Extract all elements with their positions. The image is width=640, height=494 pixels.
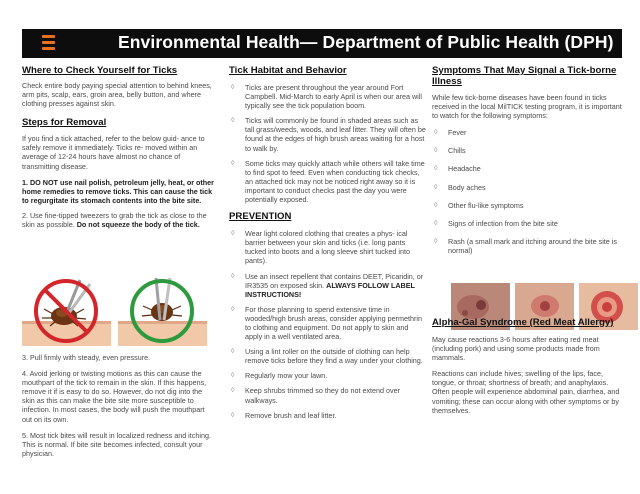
symptoms-intro: While few tick-borne diseases have been found in ticks received in the local MilTICK testing program, it is important to watch for the following symptoms: (432, 93, 622, 121)
habitat-item: ◊ Ticks are present throughout the year around Fort Campbell. Mid-March to early April is when our area will typically see the tick population boom. (229, 83, 426, 110)
prevention-heading: PREVENTION (229, 211, 292, 223)
symptom-item: ◊ Rash (a small mark and itching around the bite site is normal) (432, 237, 622, 255)
symptom-item: ◊ Signs of infection from the bite site (432, 219, 622, 228)
prevention-item: ◊ Using a lint roller on the outside of clothing can help remove ticks before they find a way under your clothing. (229, 347, 426, 365)
removal-intro: If you find a tick attached, refer to the below guid- ance to safely remove it immediately. Ticks re- moved within an average of 12-24 hours have almost no chance of transmitting disease. (22, 134, 205, 171)
column-right (432, 65, 622, 255)
removal-step-2: 2. Use fine-tipped tweezers to grab the tick as close to the skin as possible. Do not squeeze the body of the tick. (22, 210, 207, 230)
removal-step-1: 1. DO NOT use nail polish, petroleum jelly, heat, or other home remedies to remove ticks. This can cause the tick to regurgitate its stomach contents into the bite site. (22, 177, 214, 205)
alpha-gal-heading: Alpha-Gal Syndrome (Red Meat Allergy) (432, 317, 614, 328)
habitat-item: ◊ Some ticks may quickly attach while others will take time to find spot to feed. Even when conducting tick checks, an attached tick may not be noticed right away so it is important to conduct checks past the day you were potentially exposed. (229, 159, 426, 204)
symptom-item: ◊ Body aches (432, 183, 622, 192)
tick-removal-illustration (22, 276, 207, 346)
removal-step-5: 5. Most tick bites will result in localized redness and itching. This is normal. If bite site becomes infected, consult your physician. (22, 430, 211, 458)
prevention-item: ◊ For those planning to spend extensive time in wooded/high brush areas, consider applying permethrin to clothing and equipment. Do not apply to skin and apply in a well ventilated area. (229, 305, 426, 341)
prevention-item: ◊ Remove brush and leaf litter. (229, 411, 426, 420)
page-title: Environmental Health— Department of Public Health (DPH) (118, 32, 614, 52)
prevention-item: ◊ Keep shrubs trimmed so they do not extend over walkways. (229, 386, 426, 404)
correct-removal-illustration (118, 276, 207, 346)
symptom-item: ◊ Fever (432, 128, 622, 137)
header-bar (22, 29, 622, 58)
removal-heading: Steps for Removal (22, 117, 107, 129)
incorrect-removal-illustration (22, 276, 111, 346)
column-left-lower (22, 353, 214, 458)
column-middle (229, 65, 426, 420)
prevention-item: ◊ Regularly mow your lawn. (229, 371, 426, 380)
symptom-item: ◊ Chills (432, 146, 622, 155)
prevention-item: ◊ Use an insect repellent that contains DEET, Picaridin, or IR3535 on exposed skin. ALWAYS FOLLOW LABEL INSTRUCTIONS! (229, 272, 426, 299)
column-left (22, 65, 214, 229)
removal-step-4: 4. Avoid jerking or twisting motions as this can cause the mouthpart of the tick to remain in the skin. If this happens, remove it if is easy to do so. However, do not dig into the skin as this can make the bite site more susceptible to infection. In most cases, the body will push the mouthpart out on its own. (22, 369, 207, 424)
symptom-item: ◊ Headache (432, 164, 622, 173)
prevention-item: ◊ Wear light colored clothing that creates a phys- ical barrier between your skin and ticks (i.e. long pants tucked into boots and a long sleeve shirt tucked into pants). (229, 229, 426, 265)
column-right-lower (432, 317, 622, 415)
habitat-item: ◊ Ticks will commonly be found in shaded areas such as tall grass/weeds, woods, and leaf litter. They will often be found at the edges of high brush areas waiting for a host to walk by. (229, 116, 426, 152)
alpha-gal-text-2: Reactions can include hives; swelling of the lips, face, tongue, or throat; shortness of breath; and anaphylaxis. Often people will experience abdominal pain, diarrhea, and vomiting; these can occur along with other symptoms or by themselves. (432, 369, 620, 415)
check-heading: Where to Check Yourself for Ticks (22, 65, 178, 76)
menu-icon (42, 35, 55, 51)
habitat-heading: Tick Habitat and Behavior (229, 65, 347, 76)
alpha-gal-text-1: May cause reactions 3-6 hours after eating red meat (including pork) and using some products made from mammals. (432, 335, 600, 363)
removal-step-3: 3. Pull firmly with steady, even pressure. (22, 353, 151, 362)
symptoms-heading: Symptoms That May Signal a Tick-borne Illness (432, 65, 617, 87)
symptom-item: ◊ Other flu-like symptoms (432, 201, 622, 210)
check-text: Check entire body paying special attention to behind knees, arm pits, scalp, ears, groin area, belly button, and where clothing presses against skin. (22, 81, 212, 109)
